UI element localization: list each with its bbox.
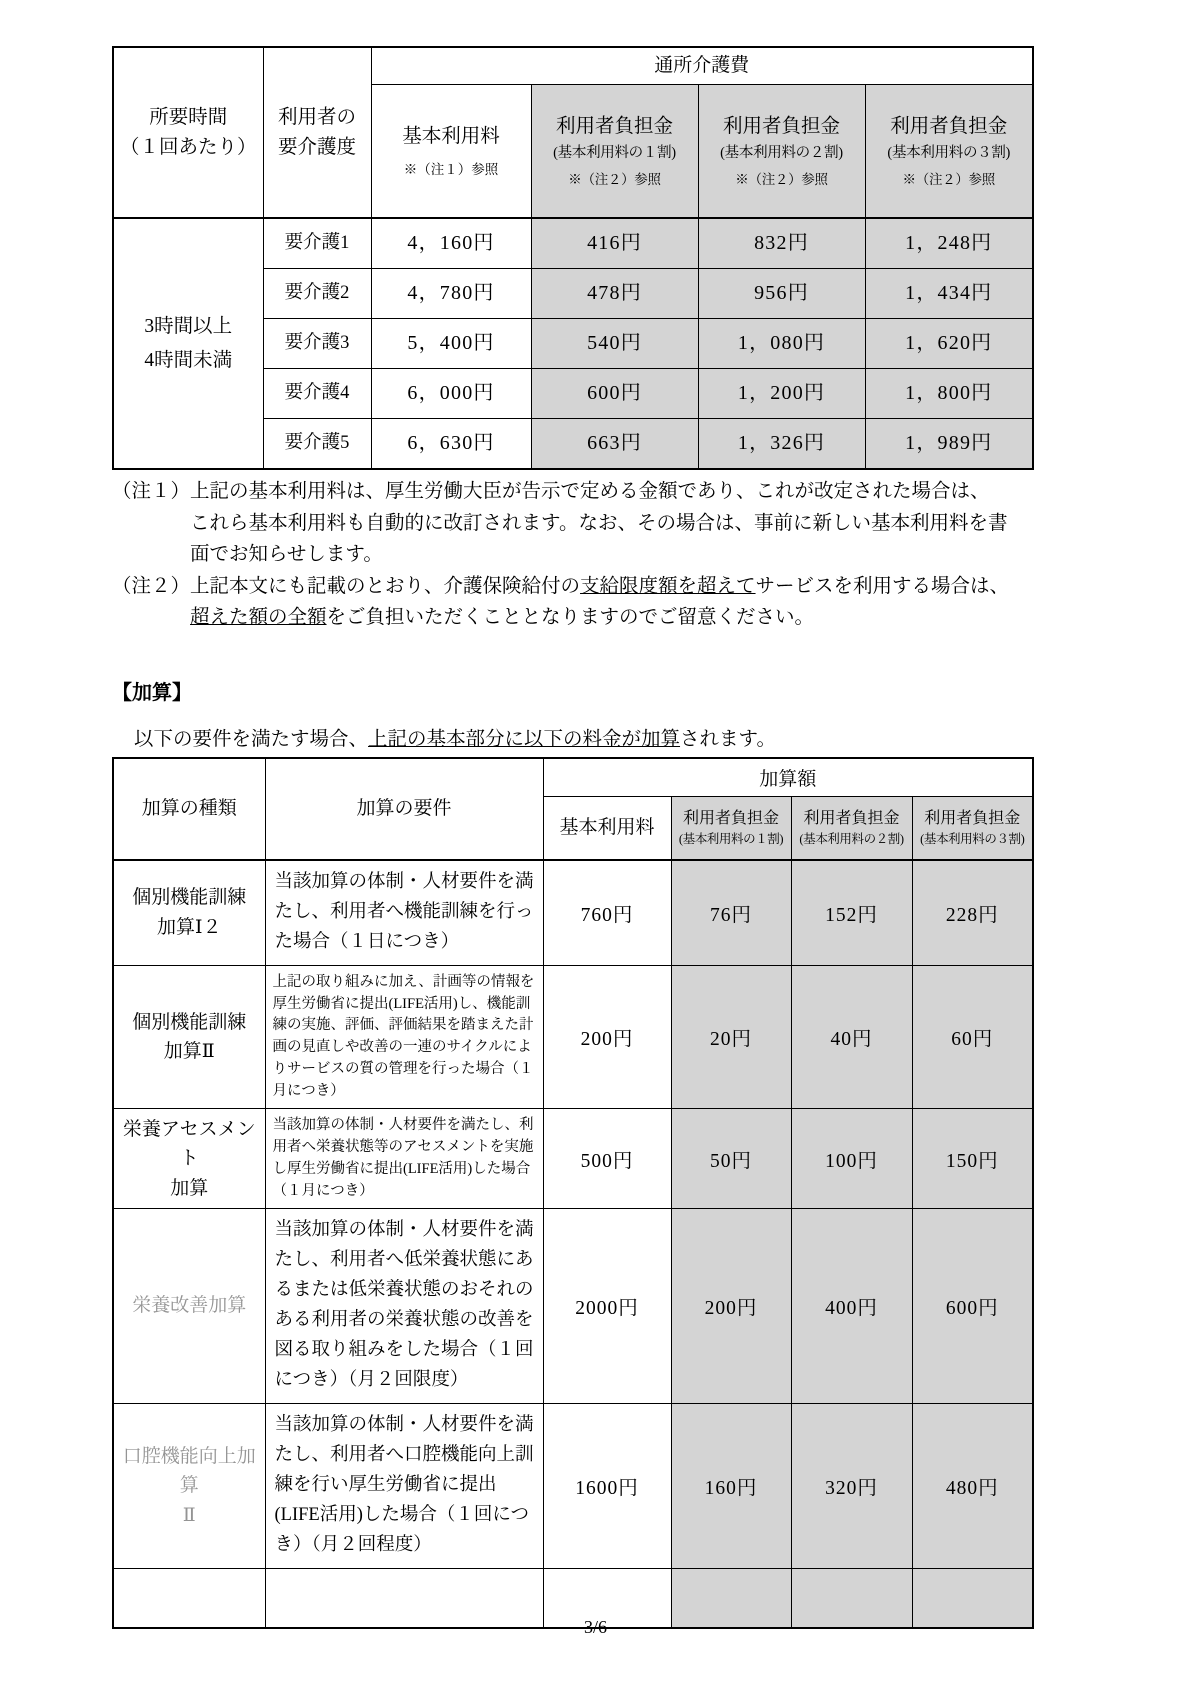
header-burden-2 [698,85,865,219]
addon-burden-2: 100円 [791,1109,912,1209]
section-intro [134,723,1079,751]
table-row [113,218,1033,269]
header-care-line1: 利用者の [277,107,356,129]
header-addon-burden-2 [791,796,912,860]
note-2-body [190,571,1079,634]
section-intro-b: されます。 [680,728,776,750]
addon-kind-line2: Ⅱ [182,1504,196,1526]
header-addon-burden-1-label: 利用者負担金 [682,809,779,827]
addon-base-fee: 760円 [543,860,671,965]
addon-burden-1: 50円 [671,1109,791,1209]
burden-2: 1，200円 [698,369,865,419]
header-addon-burden-2-label: 利用者負担金 [803,809,900,827]
header-addon-base-fee-label: 基本利用料 [559,817,655,839]
addon-burden-2: 320円 [791,1404,912,1569]
addon-base-fee: 2000円 [543,1209,671,1404]
section-intro-underline: 上記の基本部分に以下の料金が加算 [368,728,681,750]
addon-base-fee: 200円 [543,965,671,1109]
addon-burden-2: 40円 [791,965,912,1109]
addon-kind [113,1404,265,1569]
addon-burden-1: 76円 [671,860,791,965]
header-addon-burden-3-label: 利用者負担金 [924,809,1021,827]
care-level: 要介護3 [263,319,371,369]
note-2-text-b: サービスを利用する場合は、 [755,575,1010,597]
note-2-underline-1: 支給限度額を超えて [580,575,756,597]
page-number: 3/6 [583,1617,607,1637]
time-range-line2: 4時間未満 [144,349,233,371]
header-care-line2: 要介護度 [277,136,356,158]
addon-burden-1: 200円 [671,1209,791,1404]
burden-1: 478円 [531,269,698,319]
addon-requirement: 当該加算の体制・人材要件を満たし、利用者へ低栄養状態にあるまたは低栄養状態のおそれのある利用者の栄養状態の改善を図る取り組みをした場合（１回につき）（月２回限度） [265,1209,543,1404]
notes-block [112,476,1079,634]
addon-kind-line2: 加算 [170,1177,209,1199]
header-burden-1-note: ※（注２）参照 [568,171,661,187]
addon-kind: 栄養改善加算 [113,1209,265,1404]
note-2 [112,571,1079,634]
header-base-fee-label: 基本利用料 [402,125,500,147]
burden-2: 832円 [698,218,865,269]
note-2-line-2 [190,602,1079,634]
addon-kind-line1: 口腔機能向上加算 [122,1445,256,1497]
header-addon-group-title: 加算額 [543,758,1033,797]
burden-1: 416円 [531,218,698,269]
header-burden-2-pct: (基本利用料の２割) [720,144,843,161]
burden-2: 1，326円 [698,419,865,470]
section-heading: 【加算】 [112,679,192,704]
burden-1: 663円 [531,419,698,470]
time-range-line1: 3時間以上 [144,316,233,338]
addon-burden-2: 400円 [791,1209,912,1404]
addon-requirement: 当該加算の体制・人材要件を満たし、利用者へ口腔機能向上訓練を行い厚生労働省に提出(LIFE活用)した場合（１回につき）（月２回程度） [265,1404,543,1569]
addon-requirement: 当該加算の体制・人材要件を満たし、利用者へ栄養状態等のアセスメントを実施し厚生労働省に提出(LIFE活用)した場合（１月につき） [265,1109,543,1209]
note-2-text-c: をご負担いただくこととなりますのでご留意ください。 [326,607,815,629]
header-addon-burden-2-pct: (基本利用料の２割) [799,831,904,846]
header-care-level-cell [263,47,371,218]
care-level: 要介護2 [263,269,371,319]
note-2-label: （注２） [112,575,191,597]
addon-burden-3: 150円 [912,1109,1033,1209]
care-level: 要介護5 [263,419,371,470]
addon-burden-1: 20円 [671,965,791,1109]
note-1-line-1: 上記の基本利用料は、厚生労働大臣が告示で定める金額であり、これが改定された場合は、 [190,481,990,502]
table-row [113,1209,1033,1404]
header-time-line1: 所要時間 [149,107,228,129]
base-fee: 6，000円 [371,369,531,419]
addon-burden-3: 228円 [912,860,1033,965]
header-burden-3-pct: (基本利用料の３割) [887,144,1011,161]
note-1 [112,476,1079,571]
header-burden-2-note: ※（注２）参照 [735,171,828,187]
addon-burden-3: 600円 [912,1209,1033,1404]
header-addon-kind: 加算の種類 [113,758,265,860]
burden-3: 1，248円 [865,218,1033,269]
burden-1: 540円 [531,319,698,369]
table-row [113,860,1033,965]
header-addon-burden-1-pct: (基本利用料の１割) [678,831,784,846]
note-1-body [190,476,1079,571]
care-fee-table [112,46,1034,470]
addon-kind-line1: 栄養アセスメント [122,1118,256,1170]
addon-requirement: 上記の取り組みに加え、計画等の情報を厚生労働省に提出(LIFE活用)し、機能訓練の実施、評価、評価結果を踏まえた計画の見直しや改善の一連のサイクルによりサービスの質の管理を行った場合（１月につき） [265,965,543,1109]
burden-3: 1，989円 [865,419,1033,470]
header-addon-requirement: 加算の要件 [265,758,543,860]
header-addon-burden-1 [671,796,791,860]
note-1-label: （注１） [112,481,191,502]
addon-fee-table [112,757,1034,1629]
note-2-line-1 [190,571,1079,603]
care-level: 要介護4 [263,369,371,419]
header-addon-burden-3-pct: (基本利用料の３割) [920,831,1025,846]
header-burden-3-note: ※（注２）参照 [902,171,995,187]
header-group-title: 通所介護費 [371,47,1033,85]
header-base-fee-note: ※（注１）参照 [403,161,499,177]
header-addon-burden-3 [912,796,1033,860]
section-intro-a: 以下の要件を満たす場合、 [134,728,369,750]
table-row [113,965,1033,1109]
base-fee: 4，160円 [371,218,531,269]
addon-base-fee: 500円 [543,1109,671,1209]
addon-kind [113,965,265,1109]
addon-burden-3: 60円 [912,965,1033,1109]
header-burden-1 [531,85,698,219]
burden-3: 1，434円 [865,269,1033,319]
base-fee: 5，400円 [371,319,531,369]
addon-kind-line1: 個別機能訓練 [132,1011,247,1033]
header-burden-3 [865,85,1033,219]
header-base-fee [371,85,531,219]
burden-3: 1，800円 [865,369,1033,419]
header-burden-1-label: 利用者負担金 [555,115,673,137]
addon-burden-2: 152円 [791,860,912,965]
base-fee: 6，630円 [371,419,531,470]
addon-kind [113,860,265,965]
addon-base-fee: 1600円 [543,1404,671,1569]
burden-1: 600円 [531,369,698,419]
header-time-line2: （１回あたり） [119,136,257,158]
header-addon-base-fee [543,796,671,860]
header-burden-2-label: 利用者負担金 [722,115,840,137]
header-burden-3-label: 利用者負担金 [890,115,1008,137]
note-2-text-a: 上記本文にも記載のとおり、介護保険給付の [190,575,581,597]
header-time-cell [113,47,263,218]
note-1-line-3: 面でお知らせします。 [190,544,383,566]
addon-kind-line2: 加算Ⅰ２ [156,916,222,938]
addon-burden-3: 480円 [912,1404,1033,1569]
base-fee: 4，780円 [371,269,531,319]
note-1-line-2: これら基本利用料も自動的に改訂されます。なお、その場合は、事前に新しい基本利用料を書 [190,512,1008,534]
header-burden-1-pct: (基本利用料の１割) [553,144,676,161]
note-2-underline-2: 超えた額の全額 [190,607,327,629]
time-range-cell [113,218,263,469]
addon-kind-line2: 加算Ⅱ [163,1041,215,1063]
addon-kind [113,1109,265,1209]
addon-burden-1: 160円 [671,1404,791,1569]
table-row [113,1109,1033,1209]
addon-kind-line1: 個別機能訓練 [132,887,247,909]
burden-2: 956円 [698,269,865,319]
care-level: 要介護1 [263,218,371,269]
burden-3: 1，620円 [865,319,1033,369]
burden-2: 1，080円 [698,319,865,369]
table-row [113,1404,1033,1569]
addon-requirement: 当該加算の体制・人材要件を満たし、利用者へ機能訓練を行った場合（１日につき） [265,860,543,965]
